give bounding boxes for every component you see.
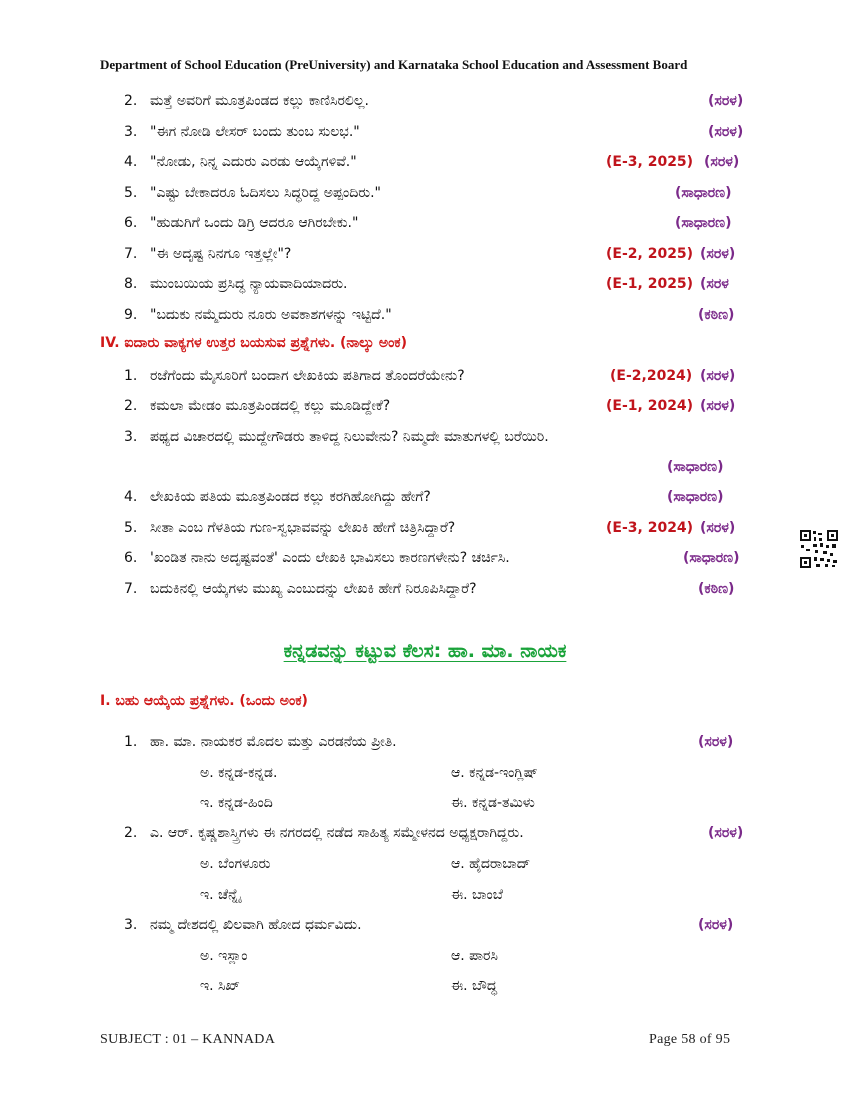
question-number: 7.	[124, 581, 138, 597]
question-number: 6.	[124, 550, 138, 566]
difficulty-tag: (ಸಾಧಾರಣ)	[683, 550, 740, 566]
option-b: ಆ. ಪಾರಸಿ	[451, 948, 498, 964]
question-number: 2.	[124, 825, 138, 841]
question-text: ರಜೆಗೆಂದು ಮೈಸೂರಿಗೆ ಬಂದಾಗ ಲೇಖಕಿಯ ಪತಿಗಾದ ತೊಂದರೆಯೇನು?	[150, 368, 465, 384]
difficulty-tag: (ಕಠಿಣ)	[698, 307, 735, 323]
question-row	[100, 90, 770, 112]
option-b: ಆ. ಹೈದರಾಬಾದ್	[451, 856, 531, 872]
question-row	[100, 273, 770, 295]
question-row	[100, 243, 770, 265]
mcq-question-row	[100, 914, 770, 936]
question-text: "ಬದುಕು ನಮ್ಮೆದುರು ನೂರು ಅವಕಾಶಗಳನ್ನು ಇಟ್ಟಿದೆ."	[150, 307, 392, 323]
difficulty-tag: (ಸರಳ)	[700, 368, 736, 384]
option-a: ಅ. ಕನ್ನಡ-ಕನ್ನಡ.	[200, 765, 278, 781]
difficulty-tag: (ಸರಳ)	[708, 124, 744, 140]
exam-tag: (E-2,2024)	[610, 368, 693, 384]
question-text: 'ಖಂಡಿತ ನಾನು ಅದೃಷ್ಟವಂತೆ' ಎಂದು ಲೇಖಕಿ ಭಾವಿಸಲು ಕಾರಣಗಳೇನು? ಚರ್ಚಿಸಿ.	[150, 550, 510, 566]
question-text: ಮುಂಬಯಿಯ ಪ್ರಸಿದ್ಧ ನ್ಯಾಯವಾದಿಯಾದರು.	[150, 276, 348, 292]
question-number: 3.	[124, 124, 138, 140]
question-text: ಲೇಖಕಿಯ ಪತಿಯ ಮೂತ್ರಪಿಂಡದ ಕಲ್ಲು ಕರಗಿಹೋಗಿದ್ದು ಹೇಗೆ?	[150, 489, 431, 505]
question-row	[100, 578, 770, 600]
option-a: ಅ. ಬೆಂಗಳೂರು	[200, 856, 271, 872]
question-row	[100, 182, 770, 204]
difficulty-tag: (ಕಠಿಣ)	[698, 581, 735, 597]
question-number: 7.	[124, 246, 138, 262]
exam-tag: (E-3, 2024)	[606, 520, 694, 536]
question-number: 1.	[124, 368, 138, 384]
section-heading: IV. ಐದಾರು ವಾಕ್ಯಗಳ ಉತ್ತರ ಬಯಸುವ ಪ್ರಶ್ನೆಗಳು. (ನಾಲ್ಕು ಅಂಕ)	[100, 335, 408, 351]
section-heading: I. ಬಹು ಆಯ್ಕೆಯ ಪ್ರಶ್ನೆಗಳು. (ಒಂದು ಅಂಕ)	[100, 693, 308, 709]
question-row	[100, 517, 770, 539]
question-number: 5.	[124, 520, 138, 536]
question-text: ನಮ್ಮ ದೇಶದಲ್ಲಿ ಖಿಲವಾಗಿ ಹೋದ ಧರ್ಮವಿದು.	[150, 917, 362, 933]
question-text: ಕಮಲಾ ಮೇಡಂ ಮೂತ್ರಪಿಂಡದಲ್ಲಿ ಕಲ್ಲು ಮೂಡಿದ್ದೇಕೆ?	[150, 398, 391, 414]
option-a: ಅ. ಇಸ್ಲಾಂ	[200, 948, 248, 964]
option-d: ಈ. ಬೌದ್ಧ	[451, 978, 498, 994]
difficulty-tag: (ಸರಳ)	[708, 825, 744, 841]
question-number: 8.	[124, 276, 138, 292]
difficulty-tag: (ಸಾಧಾರಣ)	[667, 489, 724, 505]
question-text: "ಈಗ ನೋಡಿ ಲೇಸರ್ ಬಂದು ತುಂಬ ಸುಲಭ."	[150, 124, 360, 140]
question-text: "ಈ ಅದೃಷ್ಟ ನಿನಗೂ ಇತ್ತಲ್ಲೇ"?	[150, 246, 292, 262]
difficulty-tag: (ಸರಳ)	[700, 246, 736, 262]
difficulty-tag: (ಸಾಧಾರಣ)	[675, 185, 732, 201]
question-row	[100, 365, 770, 387]
page-header: Department of School Education (PreUniversity) and Karnataka School Education and Assessment Board	[100, 57, 688, 72]
question-row-continued	[100, 456, 770, 478]
question-number: 4.	[124, 489, 138, 505]
question-text: ಮತ್ತೆ ಅವರಿಗೆ ಮೂತ್ರಪಿಂಡದ ಕಲ್ಲು ಕಾಣಿಸಿರಲಿಲ್ಲ.	[150, 93, 370, 109]
question-row	[100, 304, 770, 326]
difficulty-tag: (ಸರಳ)	[698, 734, 734, 750]
exam-tag: (E-1, 2024)	[606, 398, 694, 414]
footer-page-number: Page 58 of 95	[649, 1032, 731, 1047]
difficulty-tag: (ಸರಳ)	[700, 520, 736, 536]
difficulty-tag: (ಸರಳ)	[698, 917, 734, 933]
question-number: 1.	[124, 734, 138, 750]
lesson-title	[0, 640, 850, 662]
question-text: ಹಾ. ಮಾ. ನಾಯಕರ ಮೊದಲ ಮತ್ತು ಎರಡನೆಯ ಪ್ರೀತಿ.	[150, 734, 397, 750]
question-number: 2.	[124, 398, 138, 414]
difficulty-tag: (ಸರಳ)	[704, 154, 740, 170]
question-row	[100, 212, 770, 234]
option-d: ಈ. ಬಾಂಬೆ	[451, 887, 503, 903]
footer-subject: SUBJECT : 01 – KANNADA	[100, 1032, 276, 1047]
question-number: 9.	[124, 307, 138, 323]
question-text: "ಹುಡುಗಿಗೆ ಒಂದು ಡಿಗ್ರಿ ಆದರೂ ಆಗಿರಬೇಕು."	[150, 215, 359, 231]
option-d: ಈ. ಕನ್ನಡ-ತಮಿಳು	[451, 795, 535, 811]
question-text: ಎ. ಆರ್. ಕೃಷ್ಣಶಾಸ್ತ್ರಿಗಳು ಈ ನಗರದಲ್ಲಿ ನಡೆದ ಸಾಹಿತ್ಯ ಸಮ್ಮೇಳನದ ಅಧ್ಯಕ್ಷರಾಗಿದ್ದರು.	[150, 825, 524, 841]
question-text: "ನೋಡು, ನಿನ್ನ ಎದುರು ಎರಡು ಆಯ್ಕೆಗಳಿವೆ."	[150, 154, 357, 170]
question-text: ಪಥ್ಯದ ವಿಚಾರದಲ್ಲಿ ಮುದ್ದೇಗೌಡರು ತಾಳಿದ್ದ ನಿಲುವೇನು? ನಿಮ್ಮದೇ ಮಾತುಗಳಲ್ಲಿ ಬರೆಯಿರಿ.	[150, 429, 549, 445]
question-number: 4.	[124, 154, 138, 170]
question-text: ಸೀತಾ ಎಂಬ ಗೆಳತಿಯ ಗುಣ-ಸ್ವಭಾವವನ್ನು ಲೇಖಕಿ ಹೇಗೆ ಚಿತ್ರಿಸಿದ್ದಾರೆ?	[150, 520, 456, 536]
difficulty-tag: (ಸಾಧಾರಣ)	[675, 215, 732, 231]
option-c: ಇ. ಕನ್ನಡ-ಹಿಂದಿ	[200, 795, 273, 811]
question-number: 2.	[124, 93, 138, 109]
difficulty-tag: (ಸಾಧಾರಣ)	[667, 459, 724, 475]
question-row	[100, 121, 770, 143]
lesson-title-text: ಕನ್ನಡವನ್ನು ಕಟ್ಟುವ ಕೆಲಸ: ಹಾ. ಮಾ. ನಾಯಕ	[283, 640, 567, 662]
mcq-question-row	[100, 731, 770, 753]
difficulty-tag: (ಸರಳ	[700, 276, 729, 292]
difficulty-tag: (ಸರಳ)	[700, 398, 736, 414]
option-b: ಆ. ಕನ್ನಡ-ಇಂಗ್ಲಿಷ್	[451, 765, 538, 781]
question-row	[100, 426, 770, 448]
exam-tag: (E-2, 2025)	[606, 246, 694, 262]
question-number: 3.	[124, 917, 138, 933]
question-row	[100, 547, 770, 569]
difficulty-tag: (ಸರಳ)	[708, 93, 744, 109]
question-row	[100, 395, 770, 417]
qr-code-icon[interactable]	[799, 529, 839, 569]
question-number: 5.	[124, 185, 138, 201]
question-row	[100, 486, 770, 508]
exam-tag: (E-1, 2025)	[606, 276, 694, 292]
option-c: ಇ. ಸಿಖ್	[200, 978, 241, 994]
mcq-question-row	[100, 822, 770, 844]
question-number: 6.	[124, 215, 138, 231]
exam-tag: (E-3, 2025)	[606, 154, 694, 170]
question-number: 3.	[124, 429, 138, 445]
question-row	[100, 151, 770, 173]
option-c: ಇ. ಚೆನ್ನೈ	[200, 887, 241, 903]
question-text: ಬದುಕಿನಲ್ಲಿ ಆಯ್ಕೆಗಳು ಮುಖ್ಯ ಎಂಬುದನ್ನು ಲೇಖಕಿ ಹೇಗೆ ನಿರೂಪಿಸಿದ್ದಾರೆ?	[150, 581, 477, 597]
question-text: "ಎಷ್ಟು ಬೇಕಾದರೂ ಓದಿಸಲು ಸಿದ್ಧರಿದ್ದ ಅಪ್ಪಂದಿರು."	[150, 185, 381, 201]
